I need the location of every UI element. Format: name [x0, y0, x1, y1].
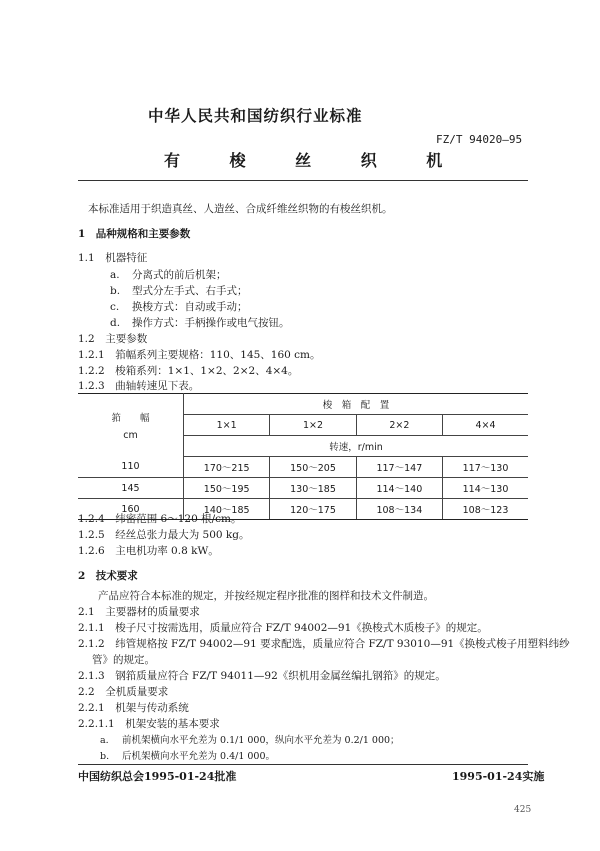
col-header: 1×2: [270, 415, 356, 436]
table-row: [78, 457, 528, 478]
clause-1-2: 1.2 主要参数: [78, 333, 148, 345]
item-label: b.: [100, 751, 110, 762]
speed-cell: 170～215: [184, 457, 270, 478]
speed-cell: 108～123: [443, 499, 528, 520]
header-rule: [78, 180, 528, 181]
clause-1-2-2: 1.2.2 梭箱系列：1×1、1×2、2×2、4×4。: [78, 365, 299, 377]
clause-2-2: 2.2 全机质量要求: [78, 686, 169, 698]
item-text: 操作方式：手柄操作或电气按钮。: [132, 317, 290, 329]
clause-2-1-3: 2.1.3 钢筘质量应符合 FZ/T 94011—92《织机用金属丝编扎钢筘》的规定。: [78, 670, 446, 682]
speed-cell: 114～130: [443, 478, 528, 499]
page-number: 425: [514, 805, 532, 815]
clause-2-2-1-1: 2.2.1.1 机架安装的基本要求: [78, 718, 220, 730]
item-label: c.: [110, 301, 120, 313]
item-text: 前机架横向水平允差为 0.1/1 000，纵向水平允差为 0.2/1 000；: [122, 735, 400, 746]
section-2-heading: 2 技术要求: [78, 570, 138, 582]
item-text: 型式分左手式、右手式；: [132, 285, 248, 297]
reed-cell: 110: [78, 457, 184, 478]
crankshaft-speed-table: [78, 393, 528, 520]
col-header: 4×4: [443, 415, 528, 436]
list-item: [110, 315, 290, 330]
footer-rule: [78, 764, 528, 765]
table-row: [78, 478, 528, 499]
list-item: [100, 748, 275, 762]
section-2-intro: 产品应符合本标准的规定，并按经规定程序批准的图样和技术文件制造。: [98, 590, 434, 602]
issuing-org: 中华人民共和国纺织行业标准: [148, 106, 363, 125]
reed-header: [78, 394, 184, 457]
implementation-date: 1995-01-24实施: [452, 770, 545, 783]
scope-paragraph: 本标准适用于织造真丝、人造丝、合成纤维丝织物的有梭丝织机。: [88, 203, 393, 215]
item-label: a.: [110, 269, 120, 281]
reed-header-label: 筘 幅: [111, 412, 150, 424]
clause-1-2-1: 1.2.1 筘幅系列主要规格：110、145、160 cm。: [78, 349, 321, 361]
shuttle-config-header: 梭 箱 配 置: [184, 394, 529, 415]
section-1-heading: 1 品种规格和主要参数: [78, 228, 191, 240]
clause-1-1: 1.1 机器特征: [78, 252, 148, 264]
speed-cell: 120～175: [270, 499, 356, 520]
clause-1-2-6: 1.2.6 主电机功率 0.8 kW。: [78, 545, 219, 557]
document-title: 有 梭 丝 织 机: [164, 151, 465, 170]
speed-cell: 108～134: [356, 499, 442, 520]
item-text: 分离式的前后机架；: [132, 269, 227, 281]
clause-2-1-2: 2.1.2 纬管规格按 FZ/T 94002—91 要求配选，质量应符合 FZ/T 93010—91《换梭式梭子用塑料纬纱: [78, 638, 570, 650]
list-item: [110, 299, 248, 314]
speed-cell: 117～147: [356, 457, 442, 478]
item-text: 后机架横向水平允差为 0.4/1 000。: [122, 751, 276, 762]
col-header: 1×1: [184, 415, 270, 436]
list-item: [110, 283, 248, 298]
speed-cell: 130～185: [270, 478, 356, 499]
clause-2-1: 2.1 主要器材的质量要求: [78, 606, 200, 618]
reed-cell: 145: [78, 478, 184, 499]
approval-line: 中国纺织总会1995-01-24批准: [78, 770, 237, 783]
reed-header-unit: cm: [123, 429, 138, 441]
speed-cell: 114～140: [356, 478, 442, 499]
standard-number: FZ/T 94020—95: [436, 133, 523, 146]
list-item: [110, 267, 227, 282]
clause-2-1-1: 2.1.1 梭子尺寸按需选用，质量应符合 FZ/T 94002—91《换梭式木质梭子》的规定。: [78, 622, 488, 634]
speed-cell: 150～205: [270, 457, 356, 478]
clause-1-2-3: 1.2.3 曲轴转速见下表。: [78, 380, 200, 392]
reed-cell: 160: [78, 499, 184, 520]
clause-2-2-1: 2.2.1 机架与传动系统: [78, 702, 189, 714]
speed-cell: 117～130: [443, 457, 528, 478]
clause-1-2-5: 1.2.5 经丝总张力最大为 500 kg。: [78, 529, 250, 541]
item-text: 换梭方式：自动或手动；: [132, 301, 248, 313]
col-header: 2×2: [356, 415, 442, 436]
speed-cell: 140～185: [184, 499, 270, 520]
item-label: b.: [110, 285, 121, 297]
clause-1-2-4: 1.2.4 纬密范围 6～120 根/cm。: [78, 513, 242, 525]
item-label: d.: [110, 317, 121, 329]
speed-unit-header: 转速，r/min: [184, 436, 529, 457]
clause-2-1-2-cont: 管》的规定。: [92, 654, 155, 666]
item-label: a.: [100, 735, 109, 746]
list-item: [100, 732, 400, 746]
speed-cell: 150～195: [184, 478, 270, 499]
